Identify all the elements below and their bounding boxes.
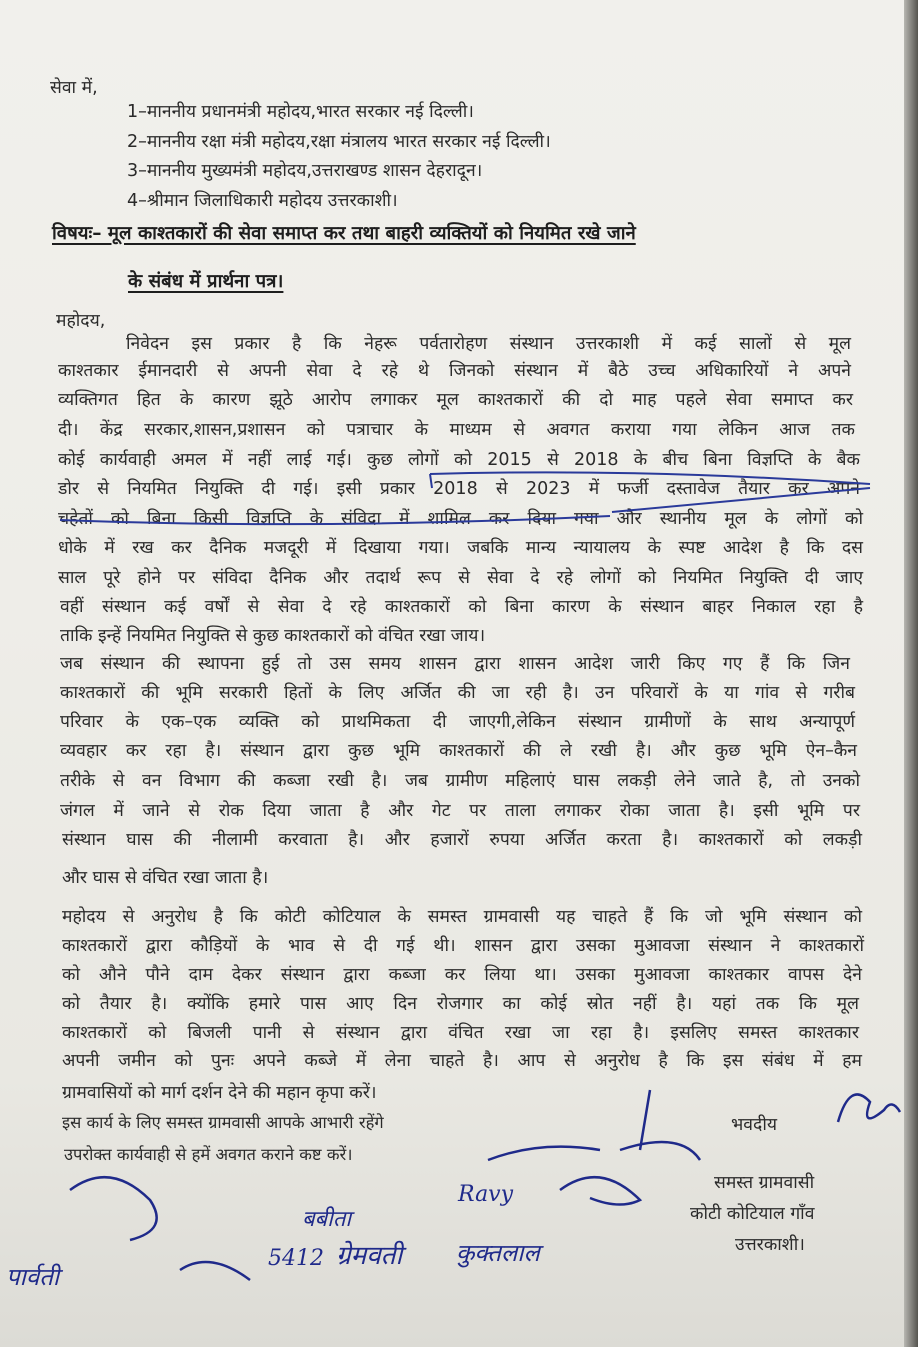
body-line: को औने पौने दाम देकर संस्थान द्वारा कब्जा कर लिया था। उसका मुआवजा काश्तकार वापस देने <box>62 965 862 985</box>
body-line: ग्रामवासियों को मार्ग दर्शन देने की महान कृपा करें। <box>62 1083 377 1103</box>
recipient-4: 4–श्रीमान जिलाधिकारी महोदय उत्तरकाशी। <box>127 191 398 211</box>
body-line: परिवार के एक–एक व्यक्ति को प्राथमिकता दी जाएगी,लेकिन संस्थान ग्रामीणों के साथ अन्यापूर्ण <box>60 712 855 732</box>
body-line: और घास से वंचित रखा जाता है। <box>62 868 269 888</box>
body-line: इस कार्य के लिए समस्त ग्रामवासी आपके आभारी रहेंगे <box>62 1113 384 1132</box>
body-line: धोके में रख कर दैनिक मजदूरी में दिखाया गया। जबकि मान्य न्यायालय के स्पष्ट आदेश है कि दस <box>58 538 863 558</box>
body-line: काश्तकारों की भूमि सरकारी हितों के लिए अर्जित की जा रही है। उन परिवारों के या गांव से गरीब <box>60 683 855 703</box>
body-line: डोर से नियमित नियुक्ति दी गई। इसी प्रकार 2018 से 2023 में फर्जी दस्तावेज तैयार कर अपने <box>58 479 860 499</box>
body-line: महोदय से अनुरोध है कि कोटी कोटियाल के समस्त ग्रामवासी यह चाहते हैं कि जो भूमि संस्थान को <box>62 907 862 927</box>
body-line: काश्तकार ईमानदारी से अपनी सेवा दे रहे थे जिनको संस्थान में बैठे उच्च अधिकारियों ने अपने <box>58 361 851 381</box>
body-line: निवेदन इस प्रकार है कि नेहरू पर्वतारोहण संस्थान उत्तरकाशी में कई सालों से मूल <box>126 334 851 354</box>
recipient-2: 2–माननीय रक्षा मंत्री महोदय,रक्षा मंत्रालय भारत सरकार नई दिल्ली। <box>127 132 551 152</box>
signature-text: Ravy <box>458 1182 514 1207</box>
signature-text: बबीता <box>302 1207 352 1232</box>
body-line: वहीं संस्थान कई वर्षों से सेवा दे रहे काश्तकारों को बिना कारण के संस्थान बाहर निकाल रहा है <box>60 597 863 617</box>
body-line: ताकि इन्हें नियमित नियुक्ति से कुछ काश्तकारों को वंचित रखा जाय। <box>60 626 486 646</box>
signature-text: 5412 <box>268 1246 324 1271</box>
signature-text: कुक्तलाल <box>456 1239 540 1267</box>
subject-line-2: के संबंध में प्रार्थना पत्र। <box>128 271 284 292</box>
body-line: जब संस्थान की स्थापना हुई तो उस समय शासन द्वारा शासन आदेश जारी किए गए हैं कि जिन <box>60 654 850 674</box>
body-line: अपनी जमीन को पुनः अपने कब्जे में लेना चाहते है। आप से अनुरोध है कि इस संबंध में हम <box>62 1051 862 1071</box>
body-line: काश्तकारों को बिजली पानी से संस्थान द्वारा वंचित रखा जा रहा है। इसलिए समस्त काश्तकार <box>62 1023 859 1043</box>
signature-text: पार्वती <box>6 1263 60 1291</box>
recipient-1: 1–माननीय प्रधानमंत्री महोदय,भारत सरकार नई दिल्ली। <box>127 102 474 122</box>
body-line: व्यक्तिगत हित के कारण झूठे आरोप लगाकर मूल काश्तकारों की दो माह पहले सेवा समाप्त कर <box>58 390 853 410</box>
recipient-3: 3–माननीय मुख्यमंत्री महोदय,उत्तराखण्ड शासन देहरादून। <box>127 161 483 181</box>
body-line: जंगल में जाने से रोक दिया जाता है और गेट पर ताला लगाकर रोका जाता है। इसी भूमि पर <box>60 801 860 821</box>
body-line: चहेतों को बिना किसी विज्ञप्ति के संविदा में शामिल कर दिया गया और स्थानीय मूल के लोगों को <box>58 509 863 529</box>
body-line: साल पूरे होने पर संविदा दैनिक और तदार्थ रूप से सेवा दे रहे लोगों को नियमित नियुक्ति दी जाए <box>58 568 863 588</box>
body-line: उपरोक्त कार्यवाही से हमें अवगत कराने कष्ट करें। <box>64 1145 353 1164</box>
body-line: काश्तकारों द्वारा कौड़ियों के भाव से दी गई थी। शासन द्वारा उसका मुआवजा संस्थान ने काश्तकारों <box>62 936 864 956</box>
body-line: तरीके से वन विभाग की कब्जा रखी है। जब ग्रामीण महिलाएं घास लकड़ी लेने जाते है, तो उनको <box>60 771 860 791</box>
sender-line-1: समस्त ग्रामवासी <box>714 1173 815 1193</box>
subject-line-1: विषयः– मूल काश्तकारों की सेवा समाप्त कर तथा बाहरी व्यक्तियों को नियमित रखे जाने <box>52 223 636 244</box>
body-line: को तैयार है। क्योंकि हमारे पास आए दिन रोजगार का कोई स्रोत नहीं है। यहां तक कि मूल <box>62 994 859 1014</box>
sender-line-2: कोटी कोटियाल गाँव <box>690 1204 815 1224</box>
sender-line-3: उत्तरकाशी। <box>735 1235 805 1255</box>
body-line: व्यवहार कर रहा है। संस्थान द्वारा कुछ भूमि काश्तकारों की ले रखी है। और कुछ भूमि ऐन–कैन <box>60 741 857 761</box>
body-line: कोई कार्यवाही अमल में नहीं लाई गई। कुछ लोगों को 2015 से 2018 के बीच बिना विज्ञप्ति के बैक <box>58 450 860 470</box>
signature-text: ग्रेमवती <box>336 1241 403 1271</box>
salutation-to: सेवा में, <box>50 78 98 98</box>
page-edge-shadow <box>904 0 918 1347</box>
body-line: दी। केंद्र सरकार,शासन,प्रशासन को पत्राचार के माध्यम से अवगत कराया गया लेकिन आज तक <box>58 420 855 440</box>
greeting: महोदय, <box>56 311 106 331</box>
body-line: संस्थान घास की नीलामी करवाता है। और हजारों रुपया अर्जित करता है। काश्तकारों को लकड़ी <box>62 830 862 850</box>
closing: भवदीय <box>731 1115 778 1135</box>
